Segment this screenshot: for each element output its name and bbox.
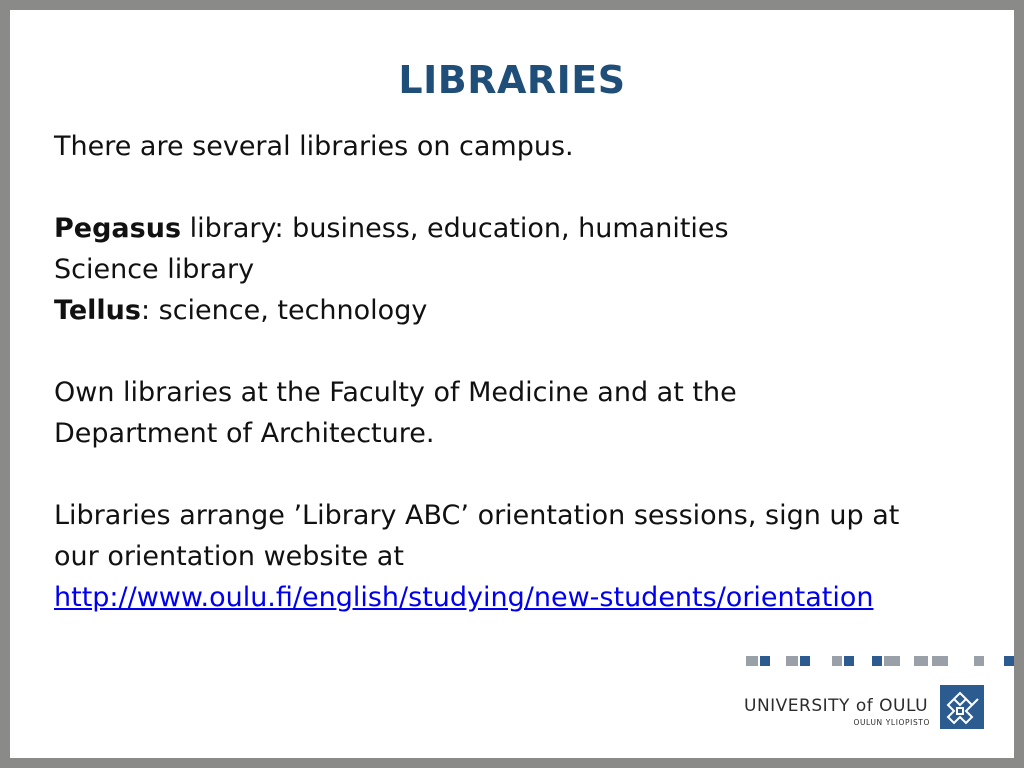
university-emblem-icon [940,685,984,729]
pegasus-line [54,208,954,249]
abc-line-1: Libraries arrange ’Library ABC’ orientation sessions, sign up at [54,500,900,531]
pegasus-desc: library: business, education, humanities [181,213,729,244]
university-name-finnish: OULUN YLIOPISTO [853,718,930,727]
own-libraries-line-2: Department of Architecture. [54,418,435,449]
slide [10,10,1014,758]
slide-body [54,126,954,618]
university-logo-text [744,696,930,727]
tellus-desc: : science, technology [140,295,428,326]
pegasus-name: Pegasus [54,213,182,244]
abc-line-2: our orientation website at [54,541,404,572]
intro-line: There are several libraries on campus. [54,131,574,162]
link-line [54,577,954,618]
university-name: UNIVERSITY of OULU [744,696,929,716]
tellus-name: Tellus [54,295,141,326]
science-line: Science library [54,254,255,285]
tellus-line [54,290,954,331]
slide-title: LIBRARIES [398,58,626,102]
orientation-link[interactable]: http://www.oulu.fi/english/studying/new-students/orientation [54,582,874,613]
own-libraries-line-1: Own libraries at the Faculty of Medicine and at the [54,377,737,408]
